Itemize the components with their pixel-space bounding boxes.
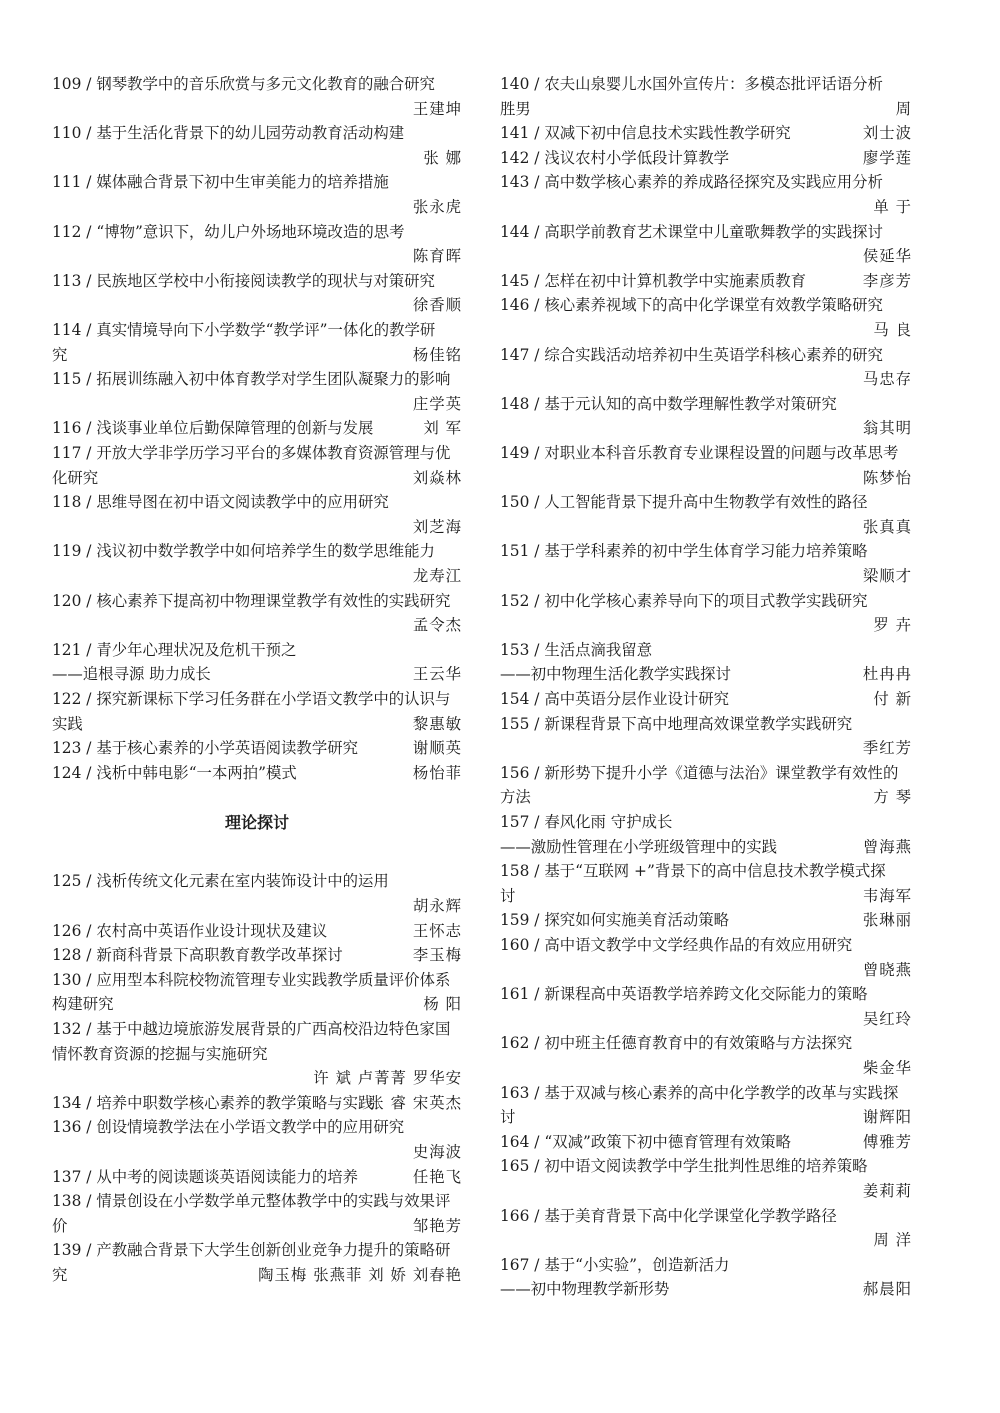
entry-author: 张 睿 宋英杰 — [368, 1093, 462, 1112]
entry-title: 119 / 浅议初中数学教学中如何培养学生的数学思维能力 — [52, 542, 435, 561]
toc-entry-line — [52, 515, 462, 540]
toc-entry-line — [500, 908, 912, 933]
entry-author: 庄学英 — [412, 394, 462, 413]
entry-title: 125 / 浅析传统文化元素在室内装饰设计中的运用 — [52, 872, 389, 891]
toc-entry-line — [500, 466, 912, 491]
entry-title: 136 / 创设情境教学法在小学语文教学中的应用研究 — [52, 1118, 405, 1137]
toc-entry-line — [52, 244, 462, 269]
entry-title: ——初中物理生活化教学实践探讨 — [500, 665, 731, 684]
toc-entry-line — [500, 97, 912, 122]
entry-author: 杨 阳 — [423, 995, 462, 1014]
entry-author: 韦海军 — [862, 886, 912, 905]
entry-author: 侯延华 — [862, 247, 912, 266]
entry-author: 梁顺才 — [862, 567, 912, 585]
entry-title: 118 / 思维导图在初中语文阅读教学中的应用研究 — [52, 493, 389, 512]
toc-entry-line — [500, 539, 912, 564]
entry-author: 张永虎 — [412, 198, 462, 216]
entry-author: 陈育晖 — [412, 247, 462, 266]
entry-author: 刘芝海 — [412, 517, 462, 536]
entry-author: 杨佳铭 — [412, 345, 462, 364]
toc-entry-line — [500, 662, 912, 687]
entry-author: 陶玉梅 张燕菲 刘 娇 刘春艳 — [258, 1266, 462, 1284]
entry-author: 张琳丽 — [862, 911, 912, 930]
entry-author: 廖学莲 — [862, 148, 912, 167]
toc-entry-line — [500, 1007, 912, 1032]
entry-author: 单 于 — [873, 198, 912, 216]
entry-title: 113 / 民族地区学校中小衔接阅读教学的现状与对策研究 — [52, 271, 435, 290]
toc-entry-line — [52, 894, 462, 919]
toc-entry-line — [500, 859, 912, 884]
entry-title: 128 / 新商科背景下高职教育教学改革探讨 — [52, 946, 343, 965]
entry-author: 李玉梅 — [412, 946, 462, 965]
toc-entry-line — [500, 1154, 912, 1179]
toc-entry-line — [500, 638, 912, 663]
toc-entry-line — [52, 170, 462, 195]
toc-entry-line — [500, 392, 912, 417]
toc-entry-line — [52, 919, 462, 944]
toc-entry-line — [500, 1031, 912, 1056]
entry-author: 陈梦怡 — [862, 468, 912, 487]
entry-title: 110 / 基于生活化背景下的幼儿园劳动教育活动构建 — [52, 124, 405, 143]
entry-title: 160 / 高中语文教学中文学经典作品的有效应用研究 — [500, 936, 853, 954]
toc-entry-line — [52, 869, 462, 894]
entry-title: 124 / 浅析中韩电影“一本两拍”模式 — [52, 763, 297, 782]
entry-author: 吴红玲 — [862, 1009, 912, 1028]
entry-title: ——追根寻源 助力成长 — [52, 665, 211, 684]
entry-title: 167 / 基于“小实验”，创造新活力 — [500, 1255, 730, 1274]
entry-title: 114 / 真实情境导向下小学数学“教学评”一体化的教学研 — [52, 321, 436, 339]
entry-title: 144 / 高职学前教育艺术课堂中儿童歌舞教学的实践探讨 — [500, 222, 883, 241]
toc-entry-line — [52, 146, 462, 171]
entry-author: 傅雅芳 — [862, 1132, 912, 1151]
entry-title: 159 / 探究如何实施美育活动策略 — [500, 911, 730, 930]
toc-entry-line — [52, 992, 462, 1017]
entry-title: 117 / 开放大学非学历学习平台的多媒体教育资源管理与优 — [52, 444, 451, 462]
toc-entry-line — [500, 1228, 912, 1253]
entry-title: 142 / 浅议农村小学低段计算教学 — [500, 148, 730, 167]
toc-entry-line — [52, 1214, 462, 1239]
toc-entry-line — [500, 687, 912, 712]
toc-entry-line — [52, 121, 462, 146]
toc-entry-line — [52, 392, 462, 417]
entry-title: 163 / 基于双减与核心素养的高中化学教学的改革与实践探 — [500, 1083, 899, 1102]
entry-title: 方法 — [500, 788, 531, 807]
toc-entry-line — [52, 416, 462, 441]
entry-title: 157 / 春风化雨 守护成长 — [500, 813, 673, 831]
entry-author: 谢顺英 — [412, 739, 462, 758]
entry-author: 刘士波 — [862, 124, 912, 143]
entry-title: 116 / 浅谈事业单位后勤保障管理的创新与发展 — [52, 419, 374, 438]
entry-author: 谢辉阳 — [862, 1108, 912, 1127]
entry-author: 杨怡菲 — [412, 763, 462, 782]
entry-title: 161 / 新课程高中英语教学培养跨文化交际能力的策略 — [500, 985, 868, 1004]
entry-author: 方 琴 — [873, 788, 912, 807]
toc-entry-line — [52, 1091, 462, 1116]
entry-title: 130 / 应用型本科院校物流管理专业实践教学质量评价体系 — [52, 970, 451, 989]
toc-entry-line — [52, 613, 462, 638]
entry-title: 109 / 钢琴教学中的音乐欣赏与多元文化教育的融合研究 — [52, 75, 435, 93]
toc-entry-line — [500, 835, 912, 860]
entry-author: 许 斌 卢菁菁 罗华安 — [313, 1069, 462, 1088]
toc-entry-line — [500, 195, 912, 220]
toc-entry-line — [52, 97, 462, 122]
toc-entry-line — [500, 958, 912, 983]
toc-entry-line — [52, 687, 462, 712]
toc-entry-line — [500, 1179, 912, 1204]
entry-title: ——激励性管理在小学班级管理中的实践 — [500, 837, 778, 856]
entry-author: 周 — [895, 99, 912, 118]
entry-title: 情怀教育资源的挖掘与实施研究 — [52, 1044, 268, 1063]
entry-title: 115 / 拓展训练融入初中体育教学对学生团队凝聚力的影响 — [52, 370, 451, 389]
entry-title: 126 / 农村高中英语作业设计现状及建议 — [52, 921, 328, 940]
toc-entry-line — [52, 662, 462, 687]
toc-entry-line — [500, 1277, 912, 1302]
toc-entry-line — [52, 466, 462, 491]
toc-entry-line — [52, 638, 462, 663]
entry-author: 马 良 — [873, 321, 912, 339]
toc-entry-line — [500, 490, 912, 515]
entry-title: 155 / 新课程背景下高中地理高效课堂教学实践研究 — [500, 714, 853, 733]
toc-entry-line — [52, 589, 462, 614]
toc-entry-line — [500, 982, 912, 1007]
entry-author: 郝晨阳 — [862, 1280, 912, 1299]
toc-entry-line — [52, 318, 462, 343]
toc-entry-line — [52, 490, 462, 515]
entry-author: 周 洋 — [873, 1231, 912, 1250]
toc-entry-line — [500, 884, 912, 909]
entry-title: 122 / 探究新课标下学习任务群在小学语文教学中的认识与 — [52, 690, 451, 708]
entry-author: 张 娜 — [423, 148, 462, 167]
entry-title: 120 / 核心素养下提高初中物理课堂教学有效性的实践研究 — [52, 591, 451, 610]
entry-title: 162 / 初中班主任德育教育中的有效策略与方法探究 — [500, 1034, 853, 1053]
entry-title: 148 / 基于元认知的高中数学理解性教学对策研究 — [500, 394, 837, 413]
entry-title: 147 / 综合实践活动培养初中生英语学科核心素养的研究 — [500, 345, 883, 364]
entry-title: 141 / 双减下初中信息技术实践性教学研究 — [500, 124, 791, 143]
toc-entry-line — [500, 564, 912, 589]
toc-entry-line — [500, 244, 912, 269]
toc-entry-line — [52, 72, 462, 97]
toc-entry-line — [52, 1066, 462, 1091]
entry-title: 158 / 基于“互联网 +”背景下的高中信息技术教学模式探 — [500, 862, 886, 881]
entry-author: 胡永辉 — [412, 897, 462, 915]
entry-title: 讨 — [500, 886, 516, 905]
entry-title: 究 — [52, 345, 68, 364]
toc-entry-line — [52, 195, 462, 220]
entry-author: 王建坤 — [412, 99, 462, 118]
toc-entry-line — [500, 441, 912, 466]
toc-entry-line — [52, 761, 462, 786]
entry-title: 151 / 基于学科素养的初中学生体育学习能力培养策略 — [500, 542, 868, 561]
entry-title: 胜男 — [500, 99, 531, 118]
entry-title: 111 / 媒体融合背景下初中生审美能力的培养措施 — [52, 173, 389, 192]
entry-title: 150 / 人工智能背景下提升高中生物教学有效性的路径 — [500, 493, 868, 512]
entry-title: 146 / 核心素养视域下的高中化学课堂有效教学策略研究 — [500, 296, 883, 315]
entry-title: 140 / 农夫山泉婴儿水国外宣传片：多模态批评话语分析 — [500, 75, 883, 93]
toc-entry-line — [500, 269, 912, 294]
entry-title: 价 — [52, 1216, 68, 1235]
entry-author: 付 新 — [873, 690, 912, 708]
entry-author: 刘 军 — [423, 419, 462, 438]
entry-author: 翁其明 — [862, 419, 912, 438]
entry-title: 132 / 基于中越边境旅游发展背景的广西高校沿边特色家国 — [52, 1020, 451, 1038]
entry-title: 149 / 对职业本科音乐教育专业课程设置的问题与改革思考 — [500, 444, 899, 462]
toc-entry-line — [52, 1017, 462, 1042]
toc-entry-line — [52, 1189, 462, 1214]
toc-entry-line — [500, 933, 912, 958]
entry-author: 姜莉莉 — [862, 1182, 912, 1200]
entry-author: 黎惠敏 — [412, 714, 462, 733]
toc-entry-line — [500, 343, 912, 368]
toc-entry-line — [500, 318, 912, 343]
toc-entry-line — [500, 1081, 912, 1106]
toc-entry-line — [52, 736, 462, 761]
entry-title: 138 / 情景创设在小学数学单元整体教学中的实践与效果评 — [52, 1192, 451, 1211]
entry-author: 王云华 — [412, 665, 462, 684]
toc-entry-line — [500, 785, 912, 810]
section-heading: 理论探讨 — [224, 813, 289, 833]
toc-entry-line — [52, 293, 462, 318]
entry-author: 孟令杰 — [412, 616, 462, 635]
toc-entry-line — [500, 1253, 912, 1278]
entry-title: 143 / 高中数学核心素养的养成路径探究及实践应用分析 — [500, 173, 883, 192]
toc-entry-line — [52, 441, 462, 466]
entry-title: 153 / 生活点滴我留意 — [500, 640, 653, 659]
toc-entry-line — [52, 712, 462, 737]
entry-title: 156 / 新形势下提升小学《道德与法治》课堂教学有效性的 — [500, 763, 899, 782]
toc-entry-line — [52, 968, 462, 993]
toc-entry-line — [52, 269, 462, 294]
entry-title: 165 / 初中语文阅读教学中学生批判性思维的培养策略 — [500, 1157, 868, 1176]
entry-author: 邹艳芳 — [412, 1216, 462, 1235]
entry-author: 曾晓燕 — [862, 960, 912, 979]
entry-author: 马忠存 — [862, 370, 912, 389]
entry-title: 实践 — [52, 714, 83, 733]
toc-entry-line — [500, 515, 912, 540]
toc-entry-line — [52, 1140, 462, 1165]
toc-entry-line — [52, 539, 462, 564]
entry-author: 刘焱林 — [412, 468, 462, 487]
toc-entry-line — [52, 1115, 462, 1140]
entry-author: 任艳飞 — [412, 1167, 462, 1186]
toc-entry-line — [500, 810, 912, 835]
entry-author: 史海波 — [412, 1143, 462, 1161]
toc-entry-line — [500, 170, 912, 195]
toc-entry-line — [500, 712, 912, 737]
toc-entry-line — [500, 293, 912, 318]
entry-title: 讨 — [500, 1108, 516, 1127]
entry-title: 164 / “双减”政策下初中德育管理有效策略 — [500, 1132, 791, 1151]
toc-entry-line — [52, 1165, 462, 1190]
toc-entry-line — [500, 1130, 912, 1155]
toc-entry-line — [500, 121, 912, 146]
entry-author: 徐香顺 — [412, 296, 462, 315]
toc-entry-line — [500, 1056, 912, 1081]
entry-title: 139 / 产教融合背景下大学生创新创业竞争力提升的策略研 — [52, 1241, 451, 1260]
entry-title: 145 / 怎样在初中计算机教学中实施素质教育 — [500, 271, 806, 290]
entry-title: 134 / 培养中职数学核心素养的教学策略与实践 — [52, 1093, 374, 1112]
entry-title: 137 / 从中考的阅读题谈英语阅读能力的培养 — [52, 1167, 358, 1186]
toc-entry-line — [500, 1204, 912, 1229]
entry-title: 123 / 基于核心素养的小学英语阅读教学研究 — [52, 739, 358, 758]
entry-author: 张真真 — [862, 517, 912, 536]
toc-entry-line — [500, 220, 912, 245]
toc-entry-line — [52, 1238, 462, 1263]
entry-title: 121 / 青少年心理状况及危机干预之 — [52, 640, 297, 659]
entry-title: 112 / “博物”意识下，幼儿户外场地环境改造的思考 — [52, 222, 405, 241]
toc-entry-line — [500, 736, 912, 761]
toc-entry-line — [52, 220, 462, 245]
toc-entry-line — [52, 343, 462, 368]
entry-author: 曾海燕 — [862, 837, 912, 856]
entry-author: 杜冉冉 — [862, 665, 912, 684]
toc-entry-line — [500, 416, 912, 441]
entry-title: 152 / 初中化学核心素养导向下的项目式教学实践研究 — [500, 591, 868, 610]
toc-entry-line — [52, 943, 462, 968]
entry-author: 季红芳 — [862, 739, 912, 758]
toc-entry-line — [52, 564, 462, 589]
entry-title: 154 / 高中英语分层作业设计研究 — [500, 690, 730, 708]
entry-title: 构建研究 — [52, 995, 114, 1014]
toc-entry-line — [500, 146, 912, 171]
toc-entry-line — [500, 367, 912, 392]
toc-entry-line — [500, 72, 912, 97]
toc-entry-line — [52, 367, 462, 392]
toc-entry-line — [500, 589, 912, 614]
toc-entry-line — [500, 1105, 912, 1130]
entry-author: 柴金华 — [862, 1059, 912, 1077]
entry-author: 李彦芳 — [862, 271, 912, 290]
toc-entry-line — [52, 1263, 462, 1288]
entry-title: ——初中物理教学新形势 — [500, 1280, 670, 1299]
entry-author: 王怀志 — [412, 921, 462, 940]
toc-entry-line — [500, 761, 912, 786]
entry-title: 究 — [52, 1266, 68, 1284]
entry-author: 罗 卉 — [873, 616, 912, 635]
toc-entry-line — [500, 613, 912, 638]
entry-title: 166 / 基于美育背景下高中化学课堂化学教学路径 — [500, 1206, 837, 1225]
toc-entry-line — [52, 1042, 462, 1067]
entry-author: 龙寿江 — [412, 567, 462, 585]
entry-title: 化研究 — [52, 468, 99, 487]
